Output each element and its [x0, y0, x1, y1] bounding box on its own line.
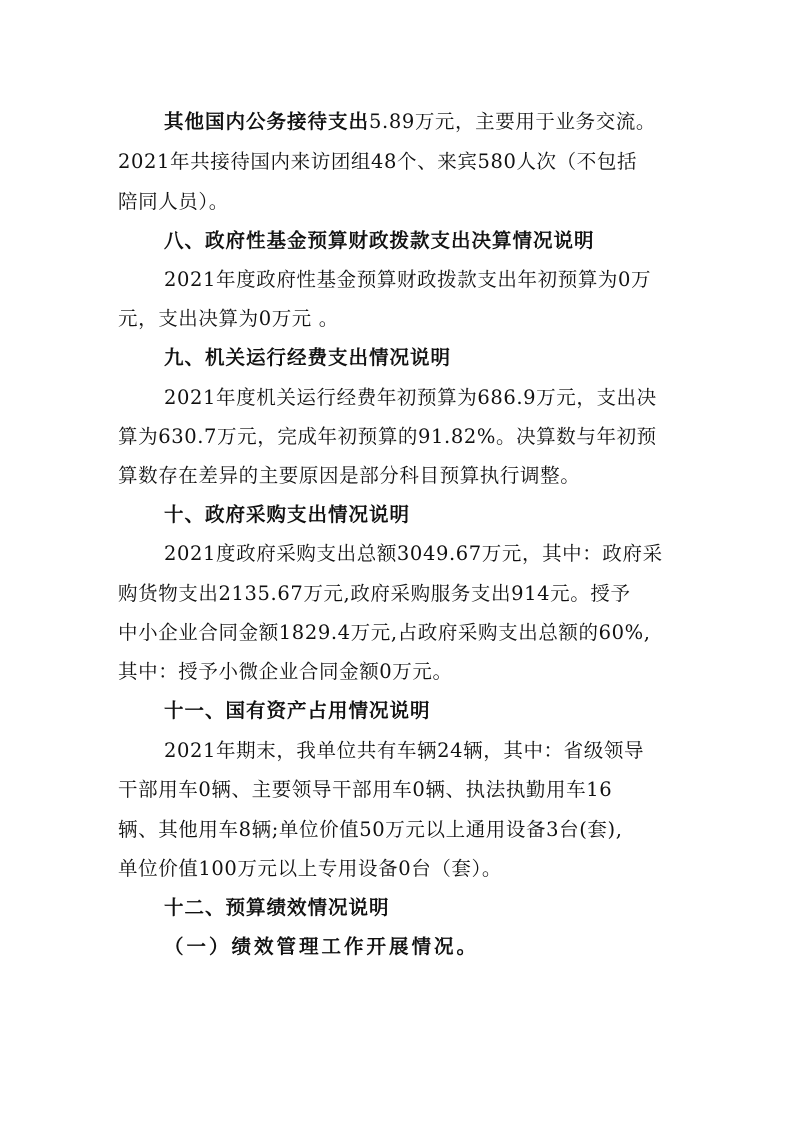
- section-11-line-4: 单位价值100万元以上专用设备0台（套）。: [118, 857, 502, 880]
- section-9-heading: 九、机关运行经费支出情况说明: [164, 346, 452, 369]
- section-11-line-1: 2021年期末，我单位共有车辆24辆，其中：省级领导: [164, 739, 645, 762]
- section-8-heading: 八、政府性基金预算财政拨款支出决算情况说明: [164, 229, 595, 252]
- section-10-heading: 十、政府采购支出情况说明: [164, 503, 411, 526]
- section-9-line-3: 算数存在差异的主要原因是部分科目预算执行调整。: [118, 464, 581, 487]
- section-12-heading: 十二、预算绩效情况说明: [164, 896, 390, 919]
- section-10-line-1: 2021度政府采购支出总额3049.67万元，其中：政府采: [164, 542, 663, 565]
- section-10-line-4: 其中：授予小微企业合同金额0万元。: [118, 660, 453, 683]
- reception-line-3: 陪同人员）。: [118, 190, 229, 213]
- section-8-line-1: 2021年度政府性基金预算财政拨款支出年初预算为0万: [164, 268, 652, 291]
- section-12-subheading-1: （一）绩效管理工作开展情况。: [164, 935, 480, 958]
- section-11-line-3: 辆、其他用车8辆;单位价值50万元以上通用设备3台(套),: [118, 818, 623, 841]
- section-11-line-2: 干部用车0辆、主要领导干部用车0辆、执法执勤用车16: [118, 778, 613, 801]
- section-9-line-1: 2021年度机关运行经费年初预算为686.9万元，支出决: [164, 386, 657, 409]
- section-9-line-2: 算为630.7万元，完成年初预算的91.82%。决算数与年初预: [118, 425, 657, 448]
- reception-lead-bold: 其他国内公务接待支出: [164, 110, 370, 133]
- section-11-heading: 十一、国有资产占用情况说明: [164, 699, 431, 722]
- section-10-line-2: 购货物支出2135.67万元,政府采购服务支出914元。授予: [118, 582, 631, 605]
- reception-line-2: 2021年共接待国内来访团组48个、来宾580人次（不包括: [118, 150, 638, 173]
- section-10-line-3: 中小企业合同金额1829.4万元,占政府采购支出总额的60%,: [118, 621, 651, 644]
- reception-line-1: [164, 109, 656, 135]
- section-8-line-2: 元，支出决算为0万元 。: [118, 307, 339, 330]
- reception-lead-rest: 5.89万元，主要用于业务交流。: [369, 110, 657, 133]
